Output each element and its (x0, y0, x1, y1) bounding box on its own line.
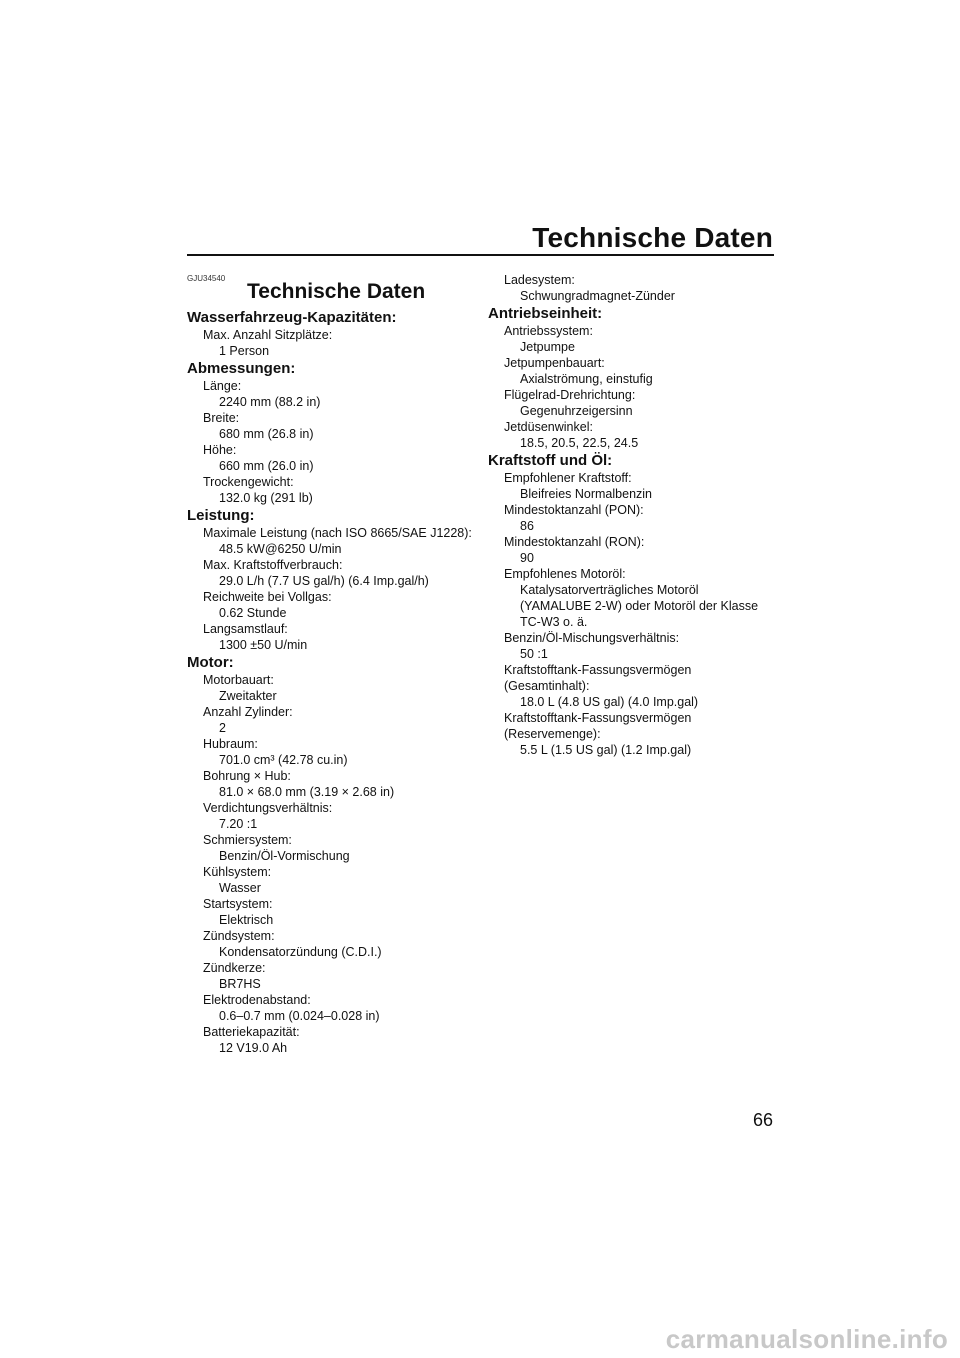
spec-label: Empfohlenes Motoröl: (504, 567, 626, 581)
spec-label: (Reservemenge): (504, 727, 601, 741)
spec-value: Bleifreies Normalbenzin (520, 487, 653, 501)
spec-label: Maximale Leistung (nach ISO 8665/SAE J1228): (203, 526, 472, 540)
spec-label: Trockengewicht: (203, 475, 294, 489)
spec-label: Batteriekapazität: (203, 1025, 300, 1039)
spec-label: Langsamstlauf: (203, 622, 288, 636)
spec-label: Startsystem: (203, 897, 273, 911)
spec-value: 7.20 :1 (219, 817, 258, 831)
spec-value: Jetpumpe (520, 340, 575, 354)
spec-label: Jetdüsenwinkel: (504, 420, 593, 434)
spec-category: Leistung: (187, 507, 255, 524)
spec-value: Schwungradmagnet-Zünder (520, 289, 675, 303)
spec-label: Jetpumpenbauart: (504, 356, 605, 370)
spec-category: Motor: (187, 654, 234, 671)
spec-value: 50 :1 (520, 647, 548, 661)
spec-label: Max. Anzahl Sitzplätze: (203, 328, 333, 342)
spec-label: Kühlsystem: (203, 865, 272, 879)
spec-value: 5.5 L (1.5 US gal) (1.2 Imp.gal) (520, 743, 692, 757)
spec-label: Max. Kraftstoffverbrauch: (203, 558, 343, 572)
spec-label: Elektrodenabstand: (203, 993, 311, 1007)
spec-value: 29.0 L/h (7.7 US gal/h) (6.4 Imp.gal/h) (219, 574, 429, 588)
spec-category: Antriebseinheit: (488, 305, 603, 322)
right-spec-list (488, 272, 778, 758)
spec-label: Höhe: (203, 443, 237, 457)
spec-label: Zündsystem: (203, 929, 275, 943)
spec-value: 81.0 × 68.0 mm (3.19 × 2.68 in) (219, 785, 395, 799)
spec-label: Motorbauart: (203, 673, 274, 687)
spec-category: Abmessungen: (187, 360, 296, 377)
page-header-title: Technische Daten (532, 222, 773, 253)
spec-category: Kraftstoff und Öl: (488, 452, 613, 469)
spec-label: Anzahl Zylinder: (203, 705, 293, 719)
spec-value: 701.0 cm³ (42.78 cu.in) (219, 753, 348, 767)
watermark: carmanualsonline.info (665, 1324, 948, 1354)
spec-label: Zündkerze: (203, 961, 266, 975)
left-column (187, 274, 487, 1056)
spec-value: 680 mm (26.8 in) (219, 427, 314, 441)
spec-label: Mindestoktanzahl (RON): (504, 535, 645, 549)
spec-value: Axialströmung, einstufig (520, 372, 653, 386)
spec-value: Katalysatorverträgliches Motoröl (520, 583, 699, 597)
spec-label: Flügelrad-Drehrichtung: (504, 388, 636, 402)
spec-label: Reichweite bei Vollgas: (203, 590, 332, 604)
spec-value: Elektrisch (219, 913, 274, 927)
spec-value: Wasser (219, 881, 261, 895)
spec-value: Kondensatorzündung (C.D.I.) (219, 945, 382, 959)
spec-label: Bohrung × Hub: (203, 769, 291, 783)
spec-label: Antriebssystem: (504, 324, 593, 338)
spec-value: 90 (520, 551, 534, 565)
spec-value: 0.62 Stunde (219, 606, 287, 620)
spec-category: Wasserfahrzeug-Kapazitäten: (187, 309, 397, 326)
spec-label: Kraftstofftank-Fassungsvermögen (504, 663, 692, 677)
spec-label: Länge: (203, 379, 242, 393)
page-number: 66 (752, 1110, 773, 1130)
spec-label: Benzin/Öl-Mischungsverhältnis: (504, 631, 680, 645)
spec-label: Breite: (203, 411, 240, 425)
spec-label: Verdichtungsverhältnis: (203, 801, 333, 815)
spec-value: Gegenuhrzeigersinn (520, 404, 633, 418)
spec-label: Hubraum: (203, 737, 258, 751)
spec-value: 1300 ±50 U/min (219, 638, 308, 652)
section-title: Technische Daten (247, 280, 426, 303)
spec-label: Kraftstofftank-Fassungsvermögen (504, 711, 692, 725)
spec-value: BR7HS (219, 977, 261, 991)
spec-value: 1 Person (219, 344, 270, 358)
spec-value: 2 (219, 721, 226, 735)
spec-value: 48.5 kW@6250 U/min (219, 542, 342, 556)
left-spec-list (187, 308, 487, 1056)
document-code: GJU34540 (187, 274, 226, 283)
spec-value: (YAMALUBE 2-W) oder Motoröl der Klasse (520, 599, 759, 613)
spec-value: 18.5, 20.5, 22.5, 24.5 (520, 436, 639, 450)
spec-label: Mindestoktanzahl (PON): (504, 503, 644, 517)
spec-label: Empfohlener Kraftstoff: (504, 471, 632, 485)
spec-value: 660 mm (26.0 in) (219, 459, 314, 473)
spec-label: Ladesystem: (504, 273, 575, 287)
header-divider (187, 254, 774, 256)
spec-value: Zweitakter (219, 689, 277, 703)
spec-label: Schmiersystem: (203, 833, 292, 847)
spec-value: TC-W3 o. ä. (520, 615, 588, 629)
spec-value: 132.0 kg (291 lb) (219, 491, 313, 505)
spec-label: (Gesamtinhalt): (504, 679, 590, 693)
spec-value: 2240 mm (88.2 in) (219, 395, 321, 409)
right-column (488, 272, 778, 758)
spec-value: 12 V19.0 Ah (219, 1041, 288, 1055)
spec-value: 0.6–0.7 mm (0.024–0.028 in) (219, 1009, 380, 1023)
spec-value: 18.0 L (4.8 US gal) (4.0 Imp.gal) (520, 695, 699, 709)
spec-value: 86 (520, 519, 534, 533)
spec-value: Benzin/Öl-Vormischung (219, 849, 350, 863)
